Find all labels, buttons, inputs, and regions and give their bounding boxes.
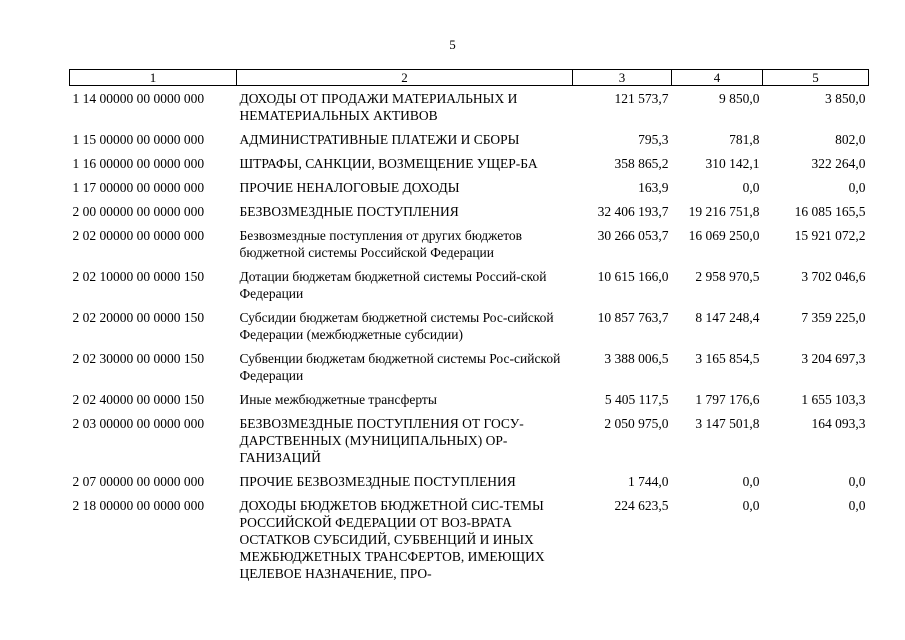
- budget-code-cell: 2 02 10000 00 0000 150: [72, 269, 205, 284]
- amount-col5-cell: 3 204 697,3: [801, 351, 866, 366]
- amount-col4-cell: 0,0: [742, 180, 760, 195]
- amount-col3-cell: 224 623,5: [614, 498, 669, 513]
- table-row: [70, 411, 869, 469]
- budget-code-cell: 2 02 20000 00 0000 150: [72, 310, 205, 325]
- revenue-name-cell: Безвозмездные поступления от других бюджетов бюджетной системы Российской Федерации: [239, 228, 523, 260]
- table-row: [70, 305, 869, 346]
- column-header: 1: [70, 70, 237, 86]
- amount-col3-cell: 1 744,0: [628, 474, 669, 489]
- amount-col4-cell: 9 850,0: [719, 91, 760, 106]
- amount-col4-cell: 3 147 501,8: [695, 416, 760, 431]
- amount-col3-cell: 358 865,2: [614, 156, 669, 171]
- amount-col5-cell: 16 085 165,5: [794, 204, 866, 219]
- amount-col5-cell: 7 359 225,0: [801, 310, 866, 325]
- column-header: 5: [763, 70, 869, 86]
- revenue-name-cell: Субсидии бюджетам бюджетной системы Рос-сийской Федерации (межбюджетные субсидии): [239, 310, 554, 342]
- table-row: [70, 493, 869, 585]
- budget-code-cell: 1 14 00000 00 0000 000: [72, 91, 205, 106]
- budget-code-cell: 2 02 30000 00 0000 150: [72, 351, 205, 366]
- amount-col5-cell: 0,0: [848, 474, 866, 489]
- table-row: [70, 199, 869, 223]
- revenue-name-cell: ШТРАФЫ, САНКЦИИ, ВОЗМЕЩЕНИЕ УЩЕР-БА: [239, 156, 538, 171]
- amount-col4-cell: 0,0: [742, 474, 760, 489]
- amount-col3-cell: 10 857 763,7: [597, 310, 669, 325]
- amount-col3-cell: 121 573,7: [614, 91, 669, 106]
- budget-code-cell: 2 02 40000 00 0000 150: [72, 392, 205, 407]
- budget-code-cell: 2 07 00000 00 0000 000: [72, 474, 205, 489]
- amount-col5-cell: 0,0: [848, 498, 866, 513]
- budget-code-cell: 2 18 00000 00 0000 000: [72, 498, 205, 513]
- amount-col4-cell: 8 147 248,4: [695, 310, 760, 325]
- amount-col4-cell: 2 958 970,5: [695, 269, 760, 284]
- budget-code-cell: 1 15 00000 00 0000 000: [72, 132, 205, 147]
- budget-code-cell: 1 17 00000 00 0000 000: [72, 180, 205, 195]
- amount-col4-cell: 19 216 751,8: [688, 204, 760, 219]
- amount-col4-cell: 0,0: [742, 498, 760, 513]
- amount-col5-cell: 0,0: [848, 180, 866, 195]
- revenue-name-cell: ПРОЧИЕ БЕЗВОЗМЕЗДНЫЕ ПОСТУПЛЕНИЯ: [239, 474, 516, 489]
- budget-revenue-table: [69, 69, 869, 585]
- revenue-name-cell: ДОХОДЫ ОТ ПРОДАЖИ МАТЕРИАЛЬНЫХ И НЕМАТЕРИАЛЬНЫХ АКТИВОВ: [239, 91, 518, 123]
- amount-col4-cell: 310 142,1: [705, 156, 760, 171]
- revenue-name-cell: ДОХОДЫ БЮДЖЕТОВ БЮДЖЕТНОЙ СИС-ТЕМЫ РОССИЙСКОЙ ФЕДЕРАЦИИ ОТ ВОЗ-ВРАТА ОСТАТКОВ СУБСИДИЙ, СУБВЕНЦИЙ И ИНЫХ МЕЖБЮДЖЕТНЫХ ТРАНСФЕРТОВ, ИМЕЮЩИХ ЦЕЛЕВОЕ НАЗНАЧЕНИЕ, ПРО-: [239, 498, 545, 581]
- table-header-row: [70, 70, 869, 86]
- revenue-name-cell: Иные межбюджетные трансферты: [239, 392, 437, 407]
- budget-code-cell: 2 03 00000 00 0000 000: [72, 416, 205, 431]
- amount-col5-cell: 164 093,3: [811, 416, 866, 431]
- budget-code-cell: 2 02 00000 00 0000 000: [72, 228, 205, 243]
- amount-col4-cell: 3 165 854,5: [695, 351, 760, 366]
- amount-col3-cell: 2 050 975,0: [604, 416, 669, 431]
- table-row: [70, 346, 869, 387]
- table-row: [70, 387, 869, 411]
- table-row: [70, 151, 869, 175]
- amount-col4-cell: 16 069 250,0: [688, 228, 760, 243]
- revenue-name-cell: БЕЗВОЗМЕЗДНЫЕ ПОСТУПЛЕНИЯ ОТ ГОСУ-ДАРСТВЕННЫХ (МУНИЦИПАЛЬНЫХ) ОР-ГАНИЗАЦИЙ: [239, 416, 524, 465]
- page-number: 5: [449, 37, 456, 52]
- amount-col3-cell: 32 406 193,7: [597, 204, 669, 219]
- budget-code-cell: 2 00 00000 00 0000 000: [72, 204, 205, 219]
- amount-col5-cell: 15 921 072,2: [794, 228, 866, 243]
- column-header: 2: [237, 70, 573, 86]
- table-row: [70, 469, 869, 493]
- revenue-name-cell: БЕЗВОЗМЕЗДНЫЕ ПОСТУПЛЕНИЯ: [239, 204, 459, 219]
- table-row: [70, 86, 869, 128]
- amount-col5-cell: 802,0: [835, 132, 866, 147]
- table-row: [70, 127, 869, 151]
- amount-col5-cell: 322 264,0: [811, 156, 866, 171]
- column-header: 3: [573, 70, 672, 86]
- amount-col3-cell: 163,9: [638, 180, 669, 195]
- column-header: 4: [672, 70, 763, 86]
- amount-col3-cell: 795,3: [638, 132, 669, 147]
- table-row: [70, 175, 869, 199]
- amount-col3-cell: 3 388 006,5: [604, 351, 669, 366]
- revenue-name-cell: Дотации бюджетам бюджетной системы Россий-ской Федерации: [239, 269, 547, 301]
- table-row: [70, 264, 869, 305]
- amount-col5-cell: 1 655 103,3: [801, 392, 866, 407]
- amount-col5-cell: 3 850,0: [825, 91, 866, 106]
- revenue-name-cell: АДМИНИСТРАТИВНЫЕ ПЛАТЕЖИ И СБОРЫ: [239, 132, 520, 147]
- amount-col4-cell: 1 797 176,6: [695, 392, 760, 407]
- amount-col3-cell: 10 615 166,0: [597, 269, 669, 284]
- amount-col5-cell: 3 702 046,6: [801, 269, 866, 284]
- table-row: [70, 223, 869, 264]
- amount-col3-cell: 30 266 053,7: [597, 228, 669, 243]
- amount-col4-cell: 781,8: [729, 132, 760, 147]
- revenue-name-cell: Субвенции бюджетам бюджетной системы Рос-сийской Федерации: [239, 351, 561, 383]
- revenue-name-cell: ПРОЧИЕ НЕНАЛОГОВЫЕ ДОХОДЫ: [239, 180, 460, 195]
- amount-col3-cell: 5 405 117,5: [604, 392, 669, 407]
- budget-code-cell: 1 16 00000 00 0000 000: [72, 156, 205, 171]
